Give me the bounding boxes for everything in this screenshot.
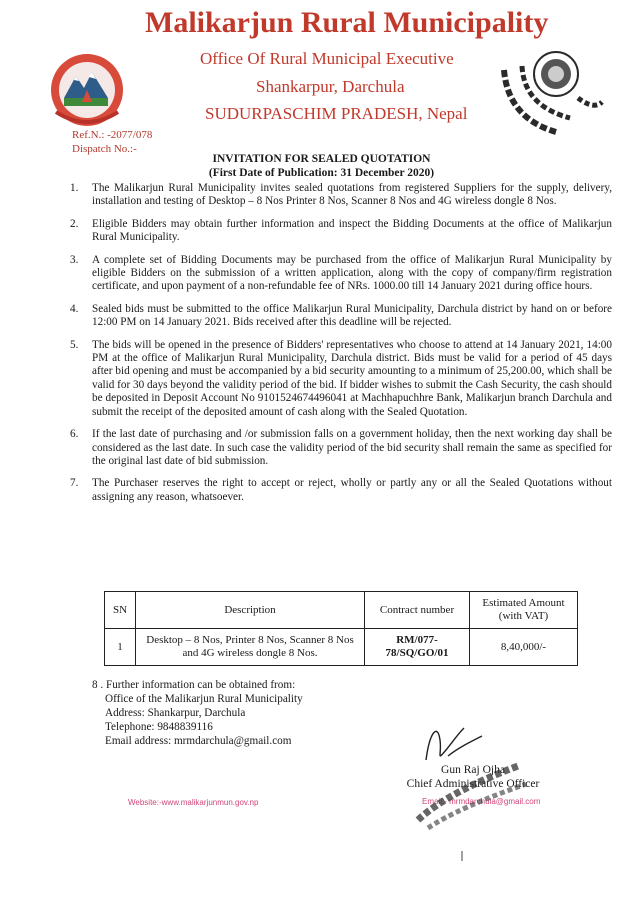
contact-telephone: Telephone: 9848839116 [105,721,213,733]
contact-address: Address: Shankarpur, Darchula [105,707,246,719]
clause-number: 3. [70,253,79,266]
province-name: SUDURPASCHIM PRADESH, Nepal [205,104,468,123]
contact-block [92,678,303,748]
clause-item [70,253,612,294]
website-link[interactable]: Website:-www.malikarjunmun.gov.np [128,798,259,807]
table-header-row [105,592,578,629]
clause-number: 5. [70,338,79,351]
clause-item [70,302,612,330]
stray-mark [460,848,464,858]
signatory-email[interactable]: Email:- mrmdarchula@gmail.com [422,797,541,806]
col-contract-number: Contract number [365,592,470,629]
clause-item [70,182,612,209]
col-sn: SN [105,592,136,629]
col-description: Description [136,592,365,629]
table-row [105,629,578,666]
official-stamp [408,762,548,832]
contact-intro: 8 . Further information can be obtained from: [92,679,296,691]
office-seal-stamp [498,40,604,140]
clause-text: The Purchaser reserves the right to accept or reject, wholly or partly any or all the Sealed Quotations without assigning any reason, whatsoever. [92,477,612,503]
municipality-title: Malikarjun Rural Municipality [145,6,549,39]
clause-text: The Malikarjun Rural Municipality invites sealed quotations from registered Suppliers for the supply, delivery, installation and testing of Desktop – 8 Nos Printer 8 Nos, Scanner 8 Nos and 4G wireless dongle 8 Nos. [92,182,612,208]
clause-number: 6. [70,428,79,441]
cell-sn: 1 [105,629,136,666]
office-location: Shankarpur, Darchula [256,77,405,96]
contact-office: Office of the Malikarjun Rural Municipality [105,693,303,705]
clause-number: 1. [70,182,79,194]
clause-item [70,338,612,419]
clause-text: If the last date of purchasing and /or submission falls on a government holiday, then the next working day shall be considered as the last date. In such case the validity period of the bid security shall remain the same as specified for the original last date of bid submission. [92,428,612,467]
clause-text: Eligible Bidders may obtain further information and inspect the Bidding Documents at the office of Malikarjun Rural Municipality. [92,217,612,244]
notice-title: INVITATION FOR SEALED QUOTATION [212,153,431,165]
ref-number: Ref.N.: -2077/078 [72,129,153,141]
cell-description: Desktop – 8 Nos, Printer 8 Nos, Scanner 8 Nos and 4G wireless dongle 8 Nos. [136,629,365,666]
clause-text: The bids will be opened in the presence of Bidders' representatives who choose to attend at 14 January 2021, 14:00 PM at the office of Malikarjun Rural Municipality, Darchula district. Bids must be valid for a period of 45 days after bid opening and must be accompanied by a bid security amounting to a minimum of 25,200.00, which shall be valid for 30 days beyond the validity period of the bid. If bidder wishes to submit the Cash Security, the cash should be deposited in Deposit Account No 9101524674496041 at Machhapuchhre Bank, Malikarjun branch Darchula and submit the receipt of the deposited amount of cash along with the Sealed Quotation. [92,338,612,418]
clause-item [70,217,612,245]
clause-number: 2. [70,217,79,230]
cell-contract-number: RM/077-78/SQ/GO/01 [365,629,470,666]
clauses-list [70,182,612,513]
clause-number: 7. [70,477,79,490]
clause-text: A complete set of Bidding Documents may be purchased from the office of Malikarjun Rural Municipality by eligible Bidders on the submission of a written application, along with the copy of company/firm registration certificate, and upon payment of a non-refundable fee of NRs. 1000.00 till 14 January 2021 during office hours. [92,253,612,293]
signature-image [418,720,488,768]
clause-item [70,477,612,504]
col-estimated-amount: Estimated Amount (with VAT) [470,592,578,629]
office-name: Office Of Rural Municipal Executive [200,49,454,68]
cell-amount: 8,40,000/- [470,629,578,666]
clause-item [70,428,612,468]
signatory-name: Gun Raj Ojha [441,764,505,776]
clause-text: Sealed bids must be submitted to the office Malikarjun Rural Municipality, Darchula district by hand on or before 12:00 PM on 14 January 2021. Bids received after this deadline will be rejected. [92,302,612,329]
contact-email: Email address: mrmdarchula@gmail.com [105,735,292,747]
dispatch-number: Dispatch No.:- [72,143,137,155]
notice-heading [0,152,643,180]
signatory-role: Chief Administrative Officer [406,778,540,790]
nepal-emblem-logo [46,50,128,130]
notice-subtitle: (First Date of Publication: 31 December 2020) [208,167,435,179]
quotation-table [104,591,578,666]
clause-number: 4. [70,302,79,315]
